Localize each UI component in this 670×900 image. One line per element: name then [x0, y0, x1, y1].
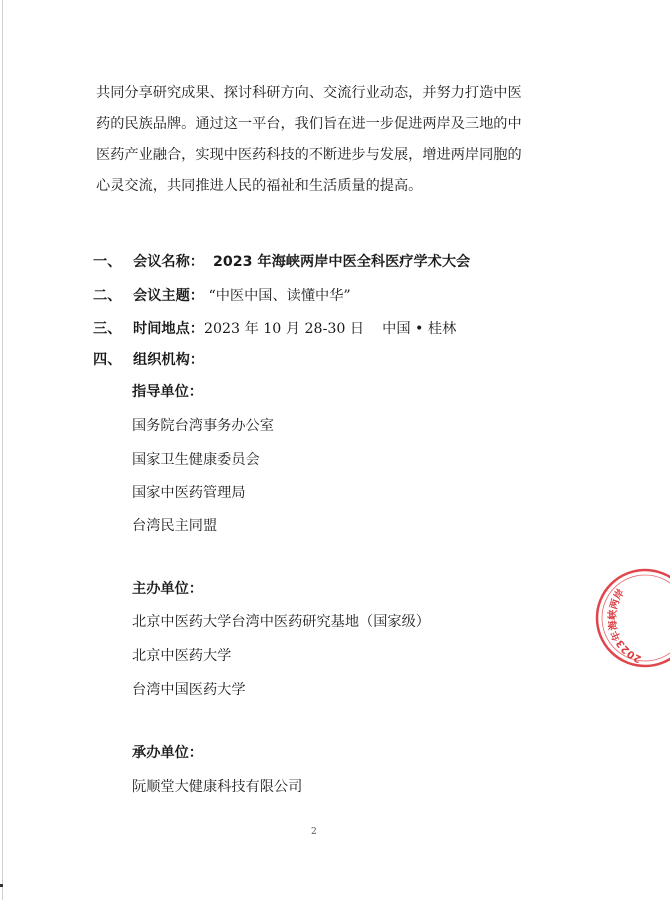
- page-number: 2: [311, 827, 317, 837]
- guidance-item: 国家中医药管理局: [132, 485, 246, 501]
- scan-edge-line: [2, 0, 3, 900]
- section-number: 三、: [93, 321, 122, 337]
- guidance-item: 国务院台湾事务办公室: [132, 418, 274, 434]
- section-meeting-theme: [93, 285, 351, 305]
- intro-line: 药的民族品牌。通过这一平台，我们旨在进一步促进两岸及三地的中: [96, 116, 522, 132]
- section-label: 时间地点：: [133, 321, 204, 337]
- intro-line: 共同分享研究成果、探讨科研方向、交流行业动态，并努力打造中医: [96, 85, 522, 101]
- intro-paragraph: [96, 78, 548, 202]
- host-item: 北京中医药大学台湾中医药研究基地（国家级）: [132, 614, 430, 630]
- red-seal-stamp: [590, 565, 670, 675]
- organizer-item: 阮顺堂大健康科技有限公司: [132, 779, 303, 795]
- guidance-item: 台湾民主同盟: [132, 518, 218, 534]
- section-time-place: [93, 318, 456, 338]
- guidance-item: 国家卫生健康委员会: [132, 452, 260, 468]
- host-item: 北京中医药大学: [132, 648, 232, 664]
- guidance-title: 指导单位：: [132, 384, 203, 400]
- meeting-name-value: 2023 年海峡两岸中医全科医疗学术大会: [212, 254, 471, 270]
- section-number: 二、: [93, 288, 122, 304]
- host-item: 台湾中国医药大学: [132, 682, 246, 698]
- organizer-title: 承办单位：: [132, 745, 203, 761]
- section-label: 会议主题：: [133, 288, 204, 304]
- stamp-text: 2023年海峡两岸: [607, 587, 644, 665]
- section-number: 四、: [93, 352, 122, 368]
- meeting-theme-value: “中医中国、读懂中华”: [208, 288, 351, 304]
- host-title: 主办单位：: [132, 581, 203, 597]
- section-meeting-name: [93, 251, 470, 271]
- section-label: 组织机构：: [133, 352, 204, 368]
- intro-line: 医药产业融合，实现中医药科技的不断进步与发展，增进两岸同胞的: [96, 147, 522, 163]
- section-number: 一、: [93, 254, 122, 270]
- time-place-value: 2023 年 10 月 28-30 日 中国 • 桂林: [203, 321, 457, 337]
- scan-speck: [0, 884, 3, 887]
- intro-line: 心灵交流，共同推进人民的福祉和生活质量的提高。: [96, 178, 423, 194]
- section-organization: [93, 349, 204, 369]
- section-label: 会议名称：: [133, 254, 204, 270]
